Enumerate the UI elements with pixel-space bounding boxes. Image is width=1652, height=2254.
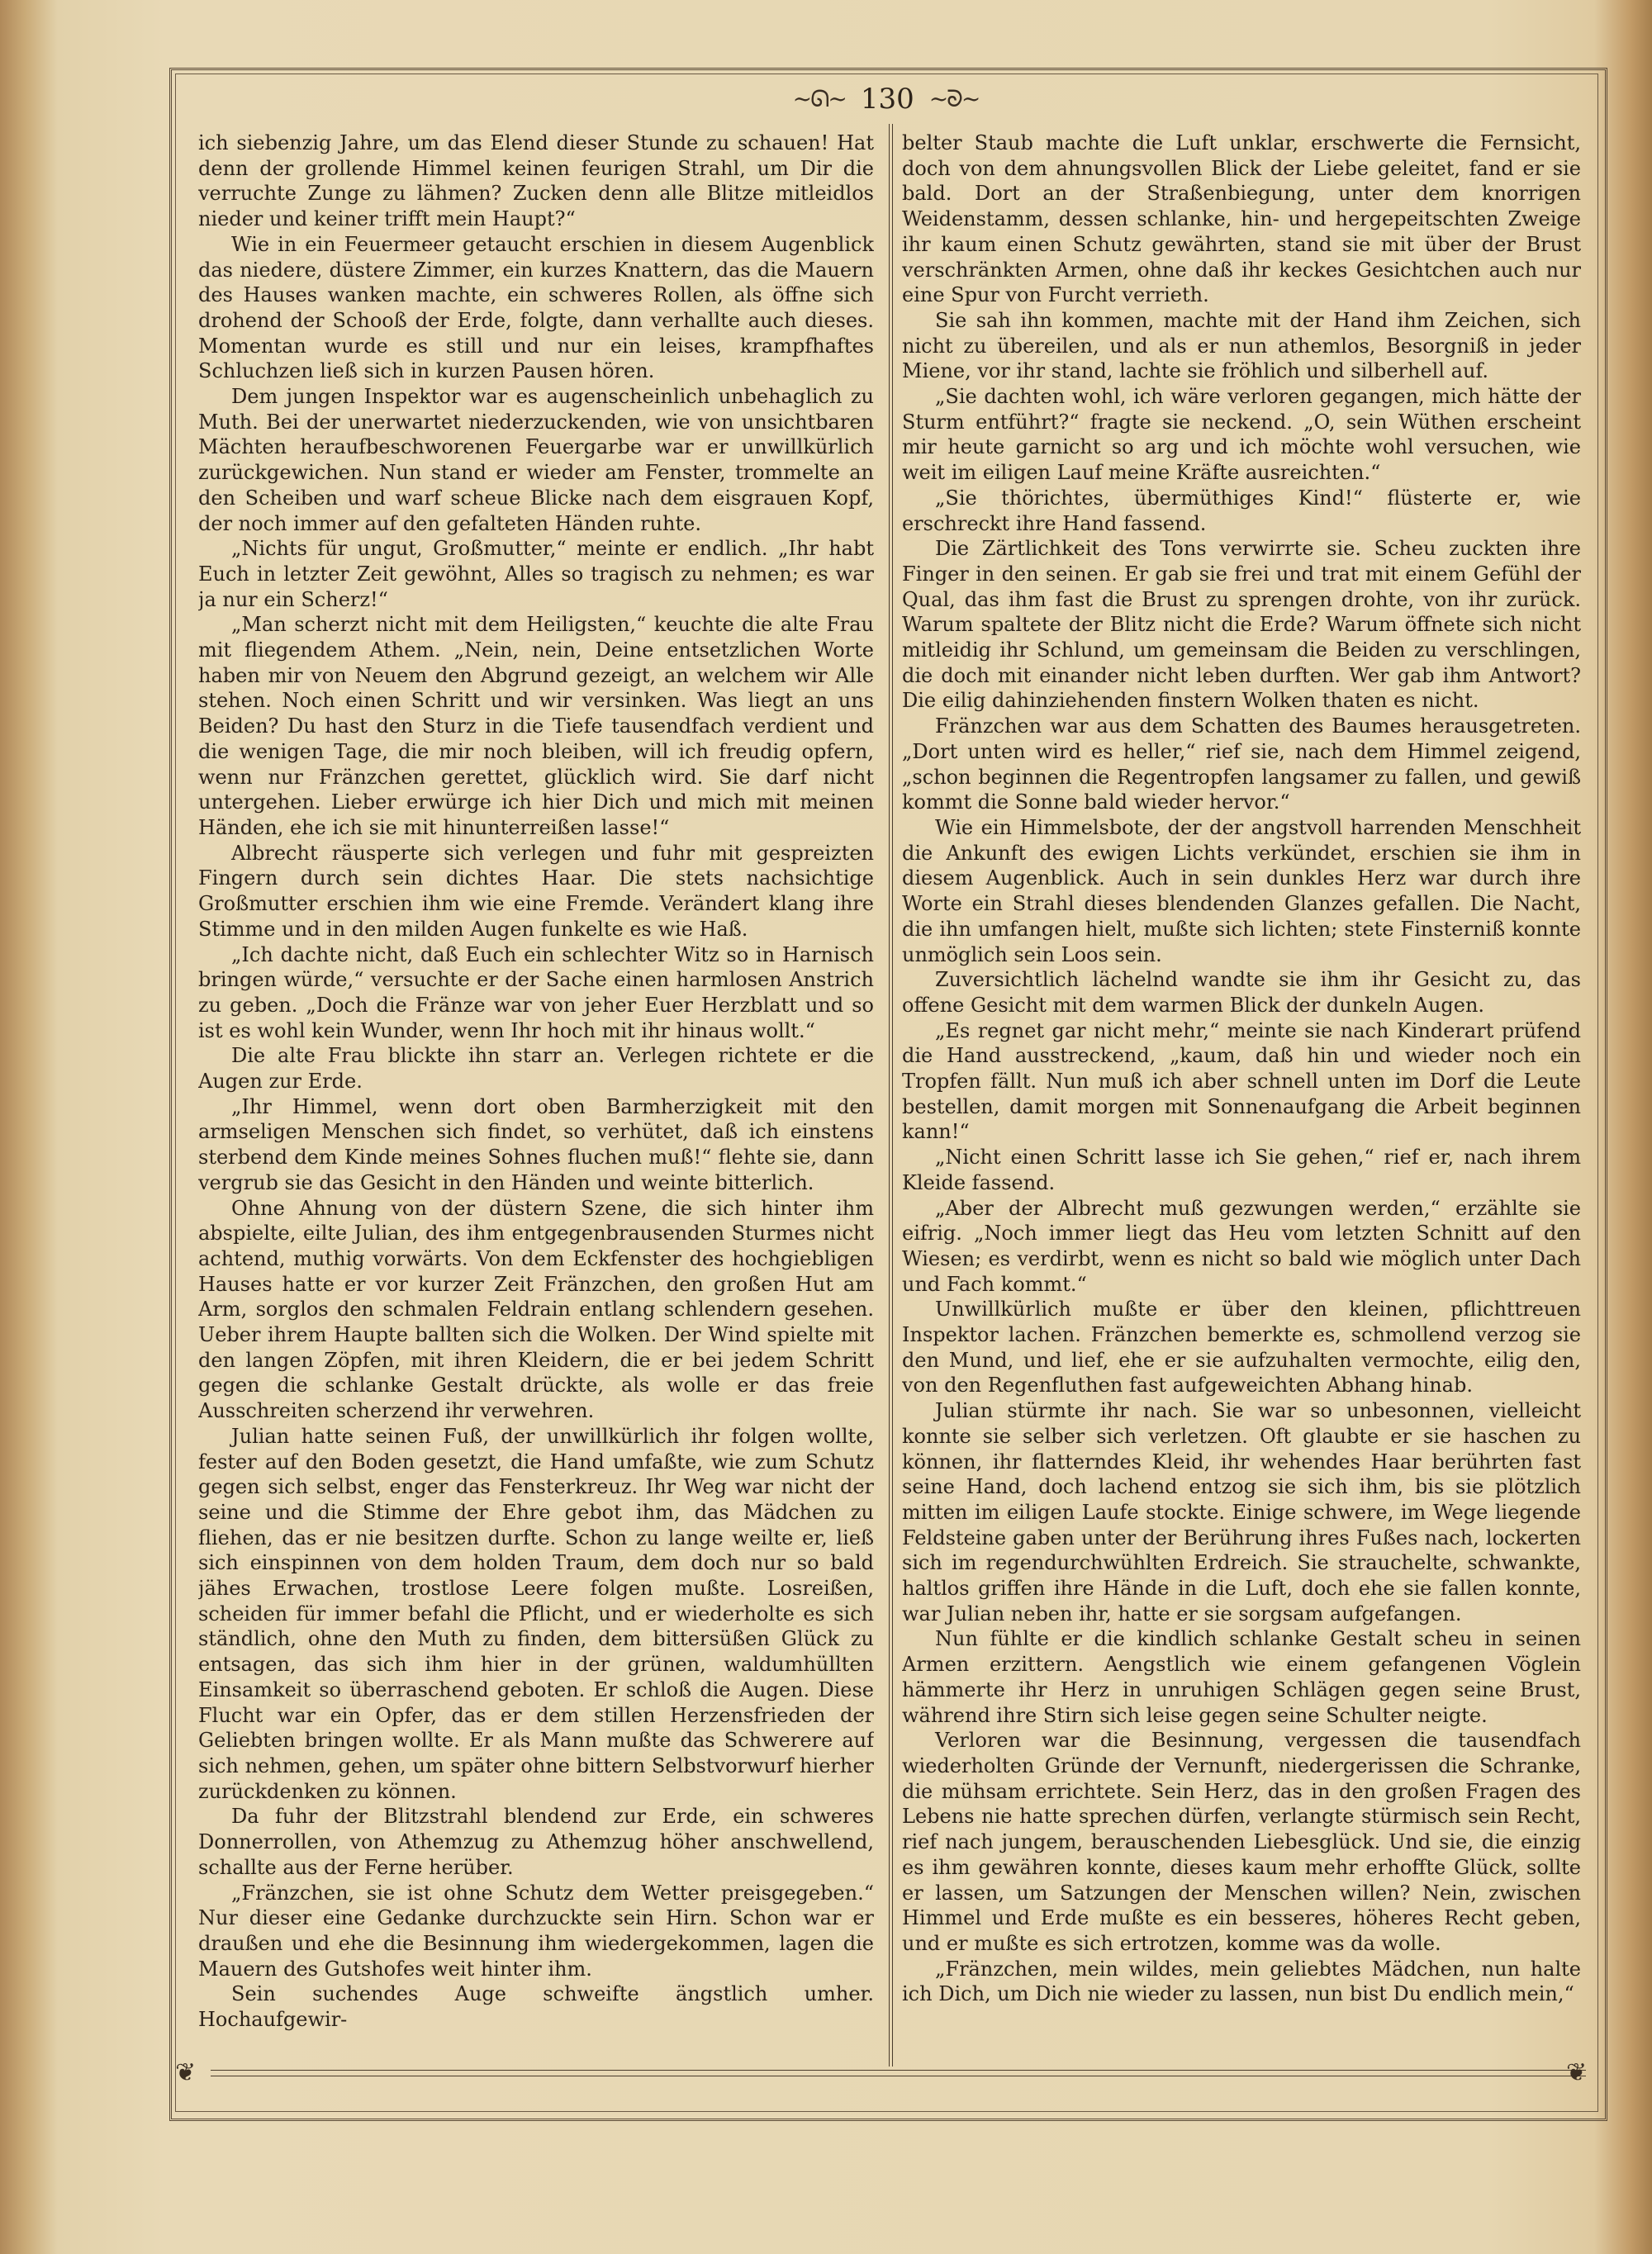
paragraph: Julian hatte seinen Fuß, der unwillkürlich ihr folgen wollte, fester auf den Boden gesetzt, die Hand umfaßte, wie zum Schutz gegen sich selbst, enger das Fensterkreuz. Ihr Weg war nicht der seine und die Stimme der Ehre gebot ihm, das Mädchen zu fliehen, das er nie besitzen durfte. Schon zu lange weilte er, ließ sich einspinnen von dem holden Traum, dem doch nur so bald jähes Erwachen, trostlose Leere folgen mußte. Losreißen, scheiden für immer befahl die Pflicht, und er wiederholte es sich ständlich, ohne den Muth zu finden, dem bittersüßen Glück zu entsagen, das sich ihm hier in der grünen, waldumhüllten Einsamkeit so überraschend geboten. Er schloß die Augen. Diese Flucht war ein Opfer, das er dem stillen Herzensfrieden der Geliebten bringen wollte. Er als Mann mußte das Schwerere auf sich nehmen, gehen, um später ohne bittern Selbstvorwurf hierher zurückdenken zu können. bbox=[198, 1424, 874, 1803]
paragraph: „Sie thörichtes, übermüthiges Kind!“ flüsterte er, wie erschreckt ihre Hand fassend. bbox=[902, 486, 1581, 535]
paragraph: „Fränzchen, sie ist ohne Schutz dem Wetter preisgegeben.“ Nur dieser eine Gedanke durchzuckte sein Hirn. Schon war er draußen und ehe die Besinnung ihm wiedergekommen, lagen die Mauern des Gutshofes weit hinter ihm. bbox=[198, 1881, 874, 1981]
left-text-column bbox=[198, 130, 874, 2063]
bottom-rule bbox=[211, 2070, 1586, 2076]
paragraph: Wie ein Himmelsbote, der der angstvoll harrenden Menschheit die Ankunft des ewigen Lichts verkündet, erschien sie ihm in diesem Augenblick. Auch in sein dunkles Herz war durch ihre Worte ein Strahl dieses blendenden Glanzes gefallen. Die Nacht, die ihn umfangen hielt, mußte sich lichten; stete Finsterniß konnte unmöglich sein Loos sein. bbox=[902, 815, 1581, 966]
paragraph: „Man scherzt nicht mit dem Heiligsten,“ keuchte die alte Frau mit fliegendem Athem. „Nein, nein, Deine entsetzlichen Worte haben mir von Neuem den Abgrund gezeigt, an welchem wir Alle stehen. Noch einen Schritt und wir versinken. Was liegt an uns Beiden? Du hast den Sturz in die Tiefe tausendfach verdient und die wenigen Tage, die mir noch bleiben, will ich freudig opfern, wenn nur Fränzchen gerettet, glücklich wird. Sie darf nicht untergehen. Lieber erwürge ich hier Dich und mich mit meinen Händen, ehe ich sie mit hinunterreißen lasse!“ bbox=[198, 613, 874, 839]
page-header bbox=[175, 78, 1597, 120]
paragraph: „Es regnet gar nicht mehr,“ meinte sie nach Kinderart prüfend die Hand ausstreckend, „kaum, daß hin und wieder noch ein Tropfen fällt. Nun muß ich aber schnell unten im Dorf die Leute bestellen, damit morgen mit Sonnenaufgang die Arbeit beginnen kann!“ bbox=[902, 1018, 1581, 1144]
paragraph: Verloren war die Besinnung, vergessen die tausendfach wiederholten Gründe der Vernunft, niedergerissen die Schranke, die mühsam errichtete. Sein Herz, das in den großen Fragen des Lebens nie hatte sprechen dürfen, verlangte stürmisch sein Recht, rief nach jungem, berauschenden Liebesglück. Und sie, die einzig es ihm gewähren konnte, dieses kaum mehr erhoffte Glück, sollte er lassen, um Satzungen der Menschen willen? Nein, zwischen Himmel und Erde mußte es ein besseres, höheres Recht geben, und er mußte es sich ertrotzen, komme was da wolle. bbox=[902, 1729, 1581, 1955]
paragraph: „Fränzchen, mein wildes, mein geliebtes Mädchen, nun halte ich Dich, um Dich nie wieder zu lassen, nun bist Du endlich mein,“ bbox=[902, 1957, 1581, 2006]
paragraph: Sie sah ihn kommen, machte mit der Hand ihm Zeichen, sich nicht zu übereilen, und als er nun athemlos, Besorgniß in jeder Miene, vor ihr stand, lachte sie fröhlich und silberhell auf. bbox=[902, 308, 1581, 383]
header-ornament-left-icon: ~ᘏ~ bbox=[792, 85, 846, 112]
paragraph: Die alte Frau blickte ihn starr an. Verlegen richtete er die Augen zur Erde. bbox=[198, 1044, 874, 1094]
paragraph: Nun fühlte er die kindlich schlanke Gestalt scheu in seinen Armen erzittern. Aengstlich wie einem gefangenen Vöglein hämmerte ihr Herz in unruhigen Schlägen gegen seine Brust, während ihre Stirn sich leise gegen seine Schulter neigte. bbox=[902, 1627, 1581, 1727]
paragraph: „Ich dachte nicht, daß Euch ein schlechter Witz so in Harnisch bringen würde,“ versuchte er der Sache einen harmlosen Anstrich zu geben. „Doch die Fränze war von jeher Euer Herzblatt und so ist es wohl kein Wunder, wenn Ihr hoch mit ihr hinaus wollt.“ bbox=[198, 942, 874, 1042]
page-number: 130 bbox=[860, 83, 914, 116]
paragraph: Zuversichtlich lächelnd wandte sie ihm ihr Gesicht zu, das offene Gesicht mit dem warmen Blick der dunkeln Augen. bbox=[902, 968, 1581, 1017]
paragraph: „Ihr Himmel, wenn dort oben Barmherzigkeit mit den armseligen Menschen sich findet, so verhütet, daß ich einstens sterbend dem Kinde meines Sohnes fluchen muß!“ flehte sie, dann vergrub sie das Gesicht in den Händen und weinte bitterlich. bbox=[198, 1094, 874, 1194]
paragraph: ich siebenzig Jahre, um das Elend dieser Stunde zu schauen! Hat denn der grollende Himmel keinen feurigen Strahl, um Dir die verruchte Zunge zu lähmen? Zucken denn alle Blitze mitleidlos nieder und keiner trifft mein Haupt?“ bbox=[198, 131, 874, 231]
header-ornament-right-icon: ~ᘐ~ bbox=[928, 85, 980, 112]
paragraph: Unwillkürlich mußte er über den kleinen, pflichttreuen Inspektor lachen. Fränzchen bemerkte es, schmollend verzog sie den Mund, und lief, ehe er sie aufzuhalten vermochte, eilig den, von den Regenfluthen fast aufgeweichten Abhang hinab. bbox=[902, 1298, 1581, 1397]
paragraph: Wie in ein Feuermeer getaucht erschien in diesem Augenblick das niedere, düstere Zimmer, ein kurzes Knattern, das die Mauern des Hauses wanken machte, ein schweres Rollen, als öffne sich drohend der Schooß der Erde, folgte, dann verhallte auch dieses. Momentan wurde es still und nur ein leises, krampfhaftes Schluchzen ließ sich in kurzen Pausen hören. bbox=[198, 232, 874, 383]
paragraph: Sein suchendes Auge schweifte ängstlich umher. Hochaufgewir- bbox=[198, 1982, 874, 2032]
right-text-column bbox=[902, 130, 1581, 2063]
paragraph: Albrecht räusperte sich verlegen und fuhr mit gespreizten Fingern durch sein dichtes Haar. Die stets nachsichtige Großmutter erschien ihm wie eine Fremde. Verändert klang ihre Stimme und in den milden Augen funkelte es wie Haß. bbox=[198, 841, 874, 941]
paragraph: belter Staub machte die Luft unklar, erschwerte die Fernsicht, doch von dem ahnungsvollen Blick der Liebe geleitet, fand er sie bald. Dort an der Straßenbiegung, unter dem knorrigen Weidenstamm, dessen schlanke, hin- und hergepeitschten Zweige ihr kaum einen Schutz gewährten, stand sie mit über der Brust verschränkten Armen, ohne daß ihr keckes Gesichtchen auch nur eine Spur von Furcht verrieth. bbox=[902, 131, 1581, 307]
paragraph: Die Zärtlichkeit des Tons verwirrte sie. Scheu zuckten ihre Finger in den seinen. Er gab sie frei und trat mit einem Gefühl der Qual, das ihm fast die Brust zu sprengen drohte, von ihr zurück. Warum spaltete der Blitz nicht die Erde? Warum öffnete sich nicht mitleidig ihr Schlund, um gemeinsam die Beiden zu verschlingen, die doch mit einander nicht leben durften. Wer gab ihm Antwort? Die eilig dahinziehenden finstern Wolken thaten es nicht. bbox=[902, 537, 1581, 713]
corner-ornament-left-icon: ❦ bbox=[175, 2058, 197, 2087]
paragraph: Dem jungen Inspektor war es augenscheinlich unbehaglich zu Muth. Bei der unerwartet niederzuckenden, wie von unsichtbaren Mächten heraufbeschworenen Feuergarbe war er unwillkürlich zurückgewichen. Nun stand er wieder am Fenster, trommelte an den Scheiben und warf scheue Blicke nach dem eisgrauen Kopf, der noch immer auf den gefalteten Händen ruhte. bbox=[198, 385, 874, 535]
paragraph: „Nicht einen Schritt lasse ich Sie gehen,“ rief er, nach ihrem Kleide fassend. bbox=[902, 1146, 1581, 1194]
paragraph: Julian stürmte ihr nach. Sie war so unbesonnen, vielleicht konnte sie selber sich verletzen. Oft glaubte er sie haschen zu können, ihr flatterndes Kleid, ihr wehendes Haar berührten fast seine Hand, doch lachend entzog sie sich ihm, bis sie plötzlich mitten im eiligen Laufe stockte. Einige schwere, im Wege liegende Feldsteine gaben unter der Berührung ihres Fußes nach, lockerten sich im regendurchwühlten Erdreich. Sie strauchelte, schwankte, haltlos griffen ihre Hände in die Luft, doch ehe sie fallen konnte, war Julian neben ihr, hatte er sie sorgsam aufgefangen. bbox=[902, 1399, 1581, 1625]
paragraph: „Aber der Albrecht muß gezwungen werden,“ erzählte sie eifrig. „Noch immer liegt das Heu vom letzten Schnitt auf den Wiesen; es verdirbt, wenn es nicht so bald wie möglich unter Dach und Fach kommt.“ bbox=[902, 1196, 1581, 1296]
paragraph: Da fuhr der Blitzstrahl blendend zur Erde, ein schweres Donnerrollen, von Athemzug zu Athemzug höher anschwellend, schallte aus der Ferne herüber. bbox=[198, 1805, 874, 1879]
corner-ornament-right-icon: ❦ bbox=[1566, 2058, 1588, 2087]
column-divider bbox=[889, 124, 893, 2067]
paragraph: Fränzchen war aus dem Schatten des Baumes herausgetreten. „Dort unten wird es heller,“ rief sie, nach dem Himmel zeigend, „schon beginnen die Regentropfen langsamer zu fallen, und gewiß kommt die Sonne bald wieder hervor.“ bbox=[902, 714, 1581, 814]
paragraph: „Sie dachten wohl, ich wäre verloren gegangen, mich hätte der Sturm entführt?“ fragte sie neckend. „O, sein Wüthen erscheint mir heute garnicht so arg und ich möchte wohl versuchen, wie weit im eiligen Lauf meine Kräfte ausreichten.“ bbox=[902, 385, 1581, 485]
paragraph: „Nichts für ungut, Großmutter,“ meinte er endlich. „Ihr habt Euch in letzter Zeit gewöhnt, Alles so tragisch zu nehmen; es war ja nur ein Scherz!“ bbox=[198, 537, 874, 611]
paragraph: Ohne Ahnung von der düstern Szene, die sich hinter ihm abspielte, eilte Julian, des ihm entgegenbrausenden Sturmes nicht achtend, muthig vorwärts. Von dem Eckfenster des hochgiebligen Hauses hatte er vor kurzer Zeit Fränzchen, den großen Hut am Arm, sorglos den schmalen Feldrain entlang schlendern gesehen. Ueber ihrem Haupte ballten sich die Wolken. Der Wind spielte mit den langen Zöpfen, mit ihren Kleidern, die er bei jedem Schritt gegen die schlanke Gestalt drückte, als wolle er das freie Ausschreiten scherzend ihr verwehren. bbox=[198, 1196, 874, 1423]
